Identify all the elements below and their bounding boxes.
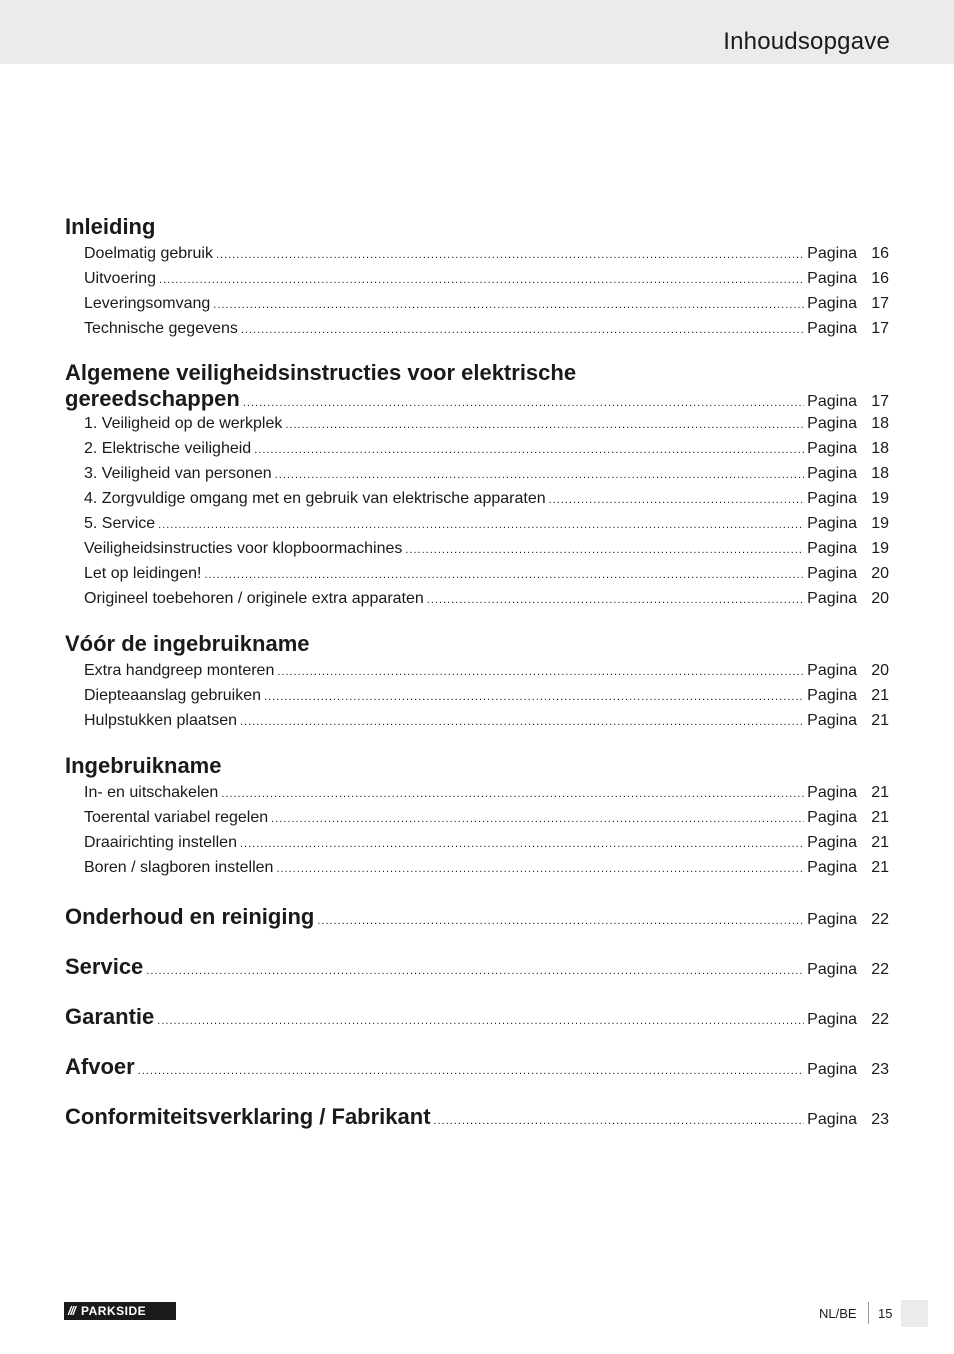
entry-page [807, 586, 889, 611]
page-title: Inhoudsopgave [723, 28, 890, 55]
footer-tab [901, 1300, 928, 1327]
dot-leader [146, 954, 804, 989]
page-word: Pagina [807, 270, 857, 287]
page-word: Pagina [807, 687, 857, 704]
toc-entry[interactable] [65, 316, 889, 341]
toc-entry[interactable] [65, 411, 889, 436]
dot-leader [254, 438, 804, 463]
entry-label: Origineel toebehoren / originele extra apparaten [84, 590, 424, 607]
page-number: 21 [871, 834, 889, 851]
toc-heading-entry[interactable] [65, 1099, 889, 1134]
entry-label: Technische gegevens [84, 320, 238, 337]
entry-page [807, 436, 889, 461]
page-number: 18 [871, 415, 889, 432]
page-number: 22 [871, 961, 889, 978]
page-word: Pagina [807, 440, 857, 457]
page-word: Pagina [807, 490, 857, 507]
page-word: Pagina [807, 295, 857, 312]
page-number: 17 [871, 295, 889, 312]
entry-label: 1. Veiligheid op de werkplek [84, 415, 283, 432]
entry-page [807, 461, 889, 486]
entry-page [807, 902, 889, 937]
entry-label: Let op leidingen! [84, 565, 202, 582]
section-heading: Algemene veiligheidsinstructies voor elektrische [65, 360, 577, 385]
dot-leader [159, 268, 804, 293]
entry-label: Service [65, 954, 144, 979]
dot-leader [285, 413, 804, 438]
toc-entry[interactable] [65, 830, 889, 855]
dot-leader [275, 463, 804, 488]
page-number: 22 [871, 911, 889, 928]
toc-entry[interactable] [65, 708, 889, 733]
dot-leader [240, 710, 804, 735]
dot-leader [427, 588, 804, 613]
entry-page [807, 658, 889, 683]
page-number: 23 [871, 1111, 889, 1128]
dot-leader [317, 904, 804, 939]
entry-label: Veiligheidsinstructies voor klopboormachines [84, 540, 403, 557]
page-word: Pagina [807, 465, 857, 482]
dot-leader [138, 1054, 804, 1089]
entry-label: Uitvoering [84, 270, 157, 287]
entry-page [807, 780, 889, 805]
page-word: Pagina [807, 662, 857, 679]
toc-heading-entry[interactable] [65, 999, 889, 1034]
entry-label: Leveringsomvang [84, 295, 211, 312]
entry-label: Conformiteitsverklaring / Fabrikant [65, 1104, 431, 1129]
dot-leader [213, 293, 804, 318]
toc-entry[interactable] [65, 266, 889, 291]
page-number: 21 [871, 687, 889, 704]
toc-heading-entry[interactable] [65, 899, 889, 934]
page-word: Pagina [807, 834, 857, 851]
parkside-logo [64, 1302, 176, 1320]
page-word: Pagina [807, 1011, 857, 1028]
logo-slashes: /// [68, 1304, 76, 1318]
toc-entry[interactable] [65, 461, 889, 486]
dot-leader [405, 538, 804, 563]
toc-heading-entry[interactable] [65, 949, 889, 984]
page-word: Pagina [807, 784, 857, 801]
entry-label: In- en uitschakelen [84, 784, 219, 801]
page-word: Pagina [807, 1061, 857, 1078]
entry-page [807, 683, 889, 708]
entry-page [807, 511, 889, 536]
toc-section-garantie [65, 999, 889, 1034]
page-number: 21 [871, 859, 889, 876]
entry-page [807, 486, 889, 511]
page-word: Pagina [807, 515, 857, 532]
dot-leader [276, 857, 804, 882]
page-number: 16 [871, 270, 889, 287]
page-word: Pagina [807, 393, 857, 410]
entry-label: Hulpstukken plaatsen [84, 712, 237, 729]
dot-leader [204, 563, 804, 588]
entry-page [807, 561, 889, 586]
entry-page [807, 952, 889, 987]
dot-leader [434, 1104, 805, 1139]
entry-page [807, 1052, 889, 1087]
page-word: Pagina [807, 809, 857, 826]
page-number-footer: 15 [878, 1306, 893, 1321]
dot-leader [549, 488, 805, 513]
page-number: 22 [871, 1011, 889, 1028]
entry-label: 2. Elektrische veiligheid [84, 440, 252, 457]
page-number: 18 [871, 465, 889, 482]
toc-section-afvoer [65, 1049, 889, 1084]
page-number: 21 [871, 809, 889, 826]
dot-leader [221, 782, 804, 807]
entry-label: Garantie [65, 1004, 155, 1029]
entry-label: Toerental variabel regelen [84, 809, 269, 826]
toc-section-veiligheid [65, 360, 889, 611]
page-number: 16 [871, 245, 889, 262]
toc-heading-entry[interactable] [65, 386, 889, 411]
page-number: 21 [871, 784, 889, 801]
toc-entry[interactable] [65, 536, 889, 561]
entry-page [807, 830, 889, 855]
entry-page [807, 855, 889, 880]
toc-entry[interactable] [65, 780, 889, 805]
table-of-contents [65, 213, 889, 1134]
toc-entry[interactable] [65, 436, 889, 461]
footer-divider [868, 1302, 869, 1324]
dot-leader [157, 1004, 804, 1039]
entry-label: Diepteaanslag gebruiken [84, 687, 262, 704]
entry-label: 5. Service [84, 515, 156, 532]
page-word: Pagina [807, 245, 857, 262]
entry-label: Boren / slagboren instellen [84, 859, 274, 876]
entry-page [807, 411, 889, 436]
page-word: Pagina [807, 540, 857, 557]
entry-label: 4. Zorgvuldige omgang met en gebruik van elektrische apparaten [84, 490, 546, 507]
toc-entry[interactable] [65, 561, 889, 586]
page-number: 21 [871, 712, 889, 729]
entry-page [807, 1002, 889, 1037]
dot-leader [277, 660, 804, 685]
entry-page [807, 291, 889, 316]
entry-label: 3. Veiligheid van personen [84, 465, 272, 482]
entry-label: Onderhoud en reiniging [65, 904, 315, 929]
section-heading: Inleiding [65, 214, 156, 239]
entry-page [807, 266, 889, 291]
page-number: 17 [871, 320, 889, 337]
page-number: 19 [871, 540, 889, 557]
entry-label: Extra handgreep monteren [84, 662, 275, 679]
page-word: Pagina [807, 712, 857, 729]
entry-label: Draairichting instellen [84, 834, 237, 851]
entry-page [807, 241, 889, 266]
toc-section-service [65, 949, 889, 984]
dot-leader [264, 685, 804, 710]
dot-leader [216, 243, 804, 268]
page-word: Pagina [807, 590, 857, 607]
page-number: 20 [871, 590, 889, 607]
toc-section-voor-ingebruikname [65, 630, 889, 733]
entry-label: Doelmatig gebruik [84, 245, 213, 262]
page-word: Pagina [807, 320, 857, 337]
dot-leader [158, 513, 804, 538]
page-word: Pagina [807, 1111, 857, 1128]
entry-page [807, 316, 889, 341]
page-word: Pagina [807, 859, 857, 876]
toc-entry[interactable] [65, 291, 889, 316]
toc-entry[interactable] [65, 855, 889, 880]
page-number: 19 [871, 490, 889, 507]
toc-heading-entry[interactable] [65, 1049, 889, 1084]
section-heading: Ingebruikname [65, 753, 222, 778]
toc-section-inleiding [65, 213, 889, 341]
page-number: 19 [871, 515, 889, 532]
page-word: Pagina [807, 911, 857, 928]
page-number: 20 [871, 662, 889, 679]
entry-page [807, 536, 889, 561]
toc-entry[interactable] [65, 586, 889, 611]
toc-entry[interactable] [65, 241, 889, 266]
logo-text: PARKSIDE [81, 1304, 147, 1318]
entry-page [807, 1102, 889, 1137]
entry-page [807, 805, 889, 830]
page-word: Pagina [807, 415, 857, 432]
page-number: 23 [871, 1061, 889, 1078]
dot-leader [241, 318, 804, 343]
page-number: 18 [871, 440, 889, 457]
page-number: 17 [871, 393, 889, 410]
language-code: NL/BE [819, 1306, 857, 1321]
section-heading: Vóór de ingebruikname [65, 631, 310, 656]
toc-entry[interactable] [65, 486, 889, 511]
toc-section-onderhoud [65, 899, 889, 934]
entry-label: Afvoer [65, 1054, 135, 1079]
toc-entry[interactable] [65, 683, 889, 708]
page-number: 20 [871, 565, 889, 582]
toc-entry[interactable] [65, 805, 889, 830]
entry-label: gereedschappen [65, 386, 240, 411]
toc-entry[interactable] [65, 511, 889, 536]
toc-section-ingebruikname [65, 752, 889, 880]
dot-leader [240, 832, 804, 857]
dot-leader [271, 807, 804, 832]
page-word: Pagina [807, 961, 857, 978]
entry-page [807, 708, 889, 733]
toc-entry[interactable] [65, 658, 889, 683]
page-word: Pagina [807, 565, 857, 582]
toc-section-conformiteit [65, 1099, 889, 1134]
